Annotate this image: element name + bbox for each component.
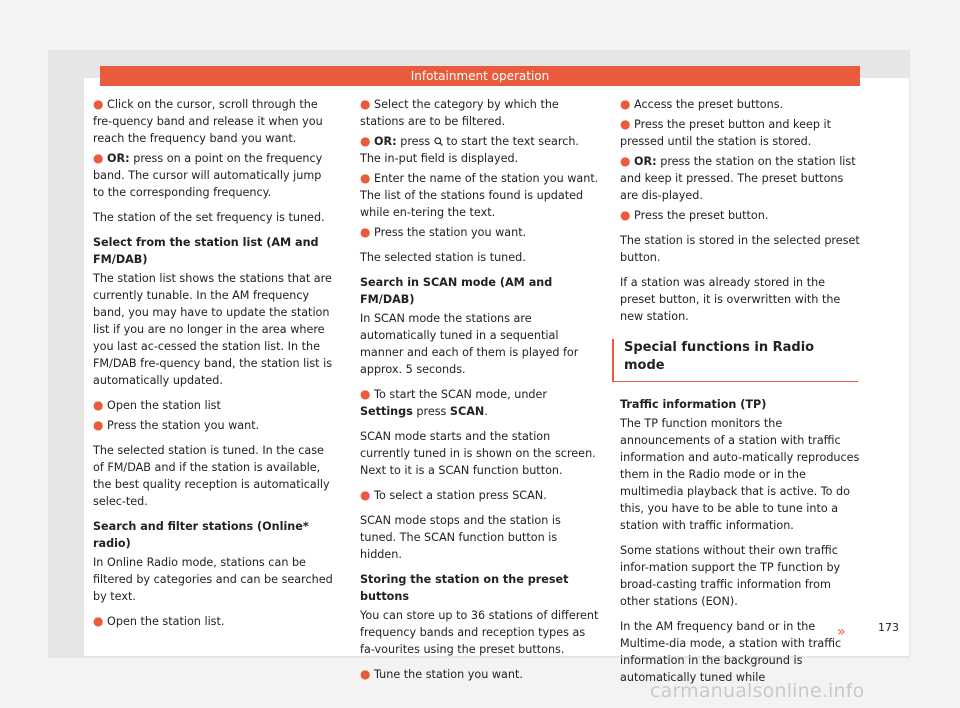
bullet-icon: ● bbox=[360, 387, 371, 401]
list-item-text: Enter the name of the station you want. The list of the stations found is updated while en-tering the text. bbox=[360, 172, 599, 219]
list-item-text: press bbox=[396, 135, 434, 148]
list-item-text: . bbox=[484, 405, 488, 418]
bullet-icon: ● bbox=[620, 117, 631, 131]
scan-label: SCAN bbox=[449, 405, 485, 418]
list-item-text: Select the category by which the stations are to be filtered. bbox=[360, 98, 559, 128]
list-item-text: to start the text search. The in-put field is displayed. bbox=[360, 135, 579, 165]
list-item bbox=[360, 96, 600, 130]
bullet-icon: ● bbox=[93, 151, 104, 165]
list-item-text: Press the preset button and keep it pressed until the station is stored. bbox=[620, 118, 832, 148]
paragraph: The selected station is tuned. In the case of FM/DAB and if the station is available, the best quality reception is automatically selec-ted. bbox=[93, 444, 330, 508]
settings-label: Settings bbox=[360, 405, 413, 418]
paragraph: SCAN mode starts and the station currently tuned in is shown on the screen. Next to it is a SCAN function button. bbox=[360, 430, 596, 477]
bullet-icon: ● bbox=[93, 398, 104, 412]
paragraph: Some stations without their own traffic infor-mation support the TP function by broad-casting traffic information from other stations (EON). bbox=[620, 544, 841, 608]
subheading: Select from the station list (AM and FM/DAB) bbox=[93, 236, 319, 266]
subheading: Search in SCAN mode (AM and FM/DAB) bbox=[360, 276, 553, 306]
bullet-icon: ● bbox=[360, 667, 371, 681]
list-item-text: Press the station you want. bbox=[374, 226, 527, 239]
bullet-icon: ● bbox=[620, 208, 631, 222]
bullet-icon: ● bbox=[620, 154, 631, 168]
list-item bbox=[620, 153, 860, 204]
paragraph: If a station was already stored in the preset button, it is overwritten with the new station. bbox=[620, 276, 841, 323]
column-2 bbox=[360, 96, 600, 691]
paragraph: The station is stored in the selected preset button. bbox=[620, 234, 860, 264]
list-item bbox=[620, 96, 860, 113]
list-item bbox=[360, 666, 600, 683]
column-3 bbox=[620, 96, 860, 694]
list-item-text: Tune the station you want. bbox=[374, 668, 523, 681]
subheading: Storing the station on the preset buttons bbox=[360, 573, 569, 603]
list-item bbox=[360, 386, 600, 420]
bullet-icon: ● bbox=[620, 97, 631, 111]
or-label: OR: bbox=[107, 152, 130, 165]
list-item-text: To select a station press SCAN. bbox=[374, 489, 547, 502]
list-item-text: Access the preset buttons. bbox=[634, 98, 784, 111]
search-icon bbox=[434, 137, 443, 146]
continue-arrow-icon: » bbox=[837, 624, 846, 640]
bullet-icon: ● bbox=[360, 134, 371, 148]
paragraph: You can store up to 36 stations of different frequency bands and reception types as fa-vourites using the preset buttons. bbox=[360, 609, 599, 656]
list-item-text: press the station on the station list and keep it pressed. The preset buttons are dis-played. bbox=[620, 155, 856, 202]
list-item-text: Press the preset button. bbox=[634, 209, 769, 222]
list-item-text: Click on the cursor, scroll through the fre-quency band and release it when you reach the frequency band you want. bbox=[93, 98, 323, 145]
list-item bbox=[93, 96, 333, 147]
paragraph: The selected station is tuned. bbox=[360, 251, 526, 264]
column-1 bbox=[93, 96, 333, 638]
bullet-icon: ● bbox=[360, 225, 371, 239]
paragraph: The TP function monitors the announcements of a station with traffic information and auto-matically reproduces them in the Radio mode or in the multimedia playback that is active. To do this, you have to be able to tune into a station with traffic information. bbox=[620, 417, 860, 532]
bullet-icon: ● bbox=[360, 97, 371, 111]
bullet-icon: ● bbox=[93, 614, 104, 628]
paragraph: In Online Radio mode, stations can be filtered by categories and can be searched by text. bbox=[93, 556, 333, 603]
or-label: OR: bbox=[374, 135, 397, 148]
list-item bbox=[360, 224, 600, 241]
bullet-icon: ● bbox=[360, 171, 371, 185]
bullet-icon: ● bbox=[93, 418, 104, 432]
list-item bbox=[93, 417, 333, 434]
list-item bbox=[360, 170, 600, 221]
paragraph: SCAN mode stops and the station is tuned. The SCAN function button is hidden. bbox=[360, 514, 561, 561]
list-item-text: Open the station list bbox=[107, 399, 221, 412]
paragraph: In SCAN mode the stations are automatically tuned in a sequential manner and each of them is played for approx. 5 seconds. bbox=[360, 312, 579, 376]
paragraph: The station of the set frequency is tuned. bbox=[93, 211, 325, 224]
watermark: carmanualsonline.info bbox=[650, 680, 865, 702]
list-item bbox=[360, 487, 600, 504]
or-label: OR: bbox=[634, 155, 657, 168]
list-item-text: Press the station you want. bbox=[107, 419, 260, 432]
subheading: Traffic information (TP) bbox=[620, 398, 767, 411]
paragraph: In the AM frequency band or in the Multime-dia mode, a station with traffic information in the background is automatically tuned while bbox=[620, 620, 842, 684]
list-item-text: press on a point on the frequency band. The cursor will automatically jump to the corresponding frequency. bbox=[93, 152, 323, 199]
list-item-text: To start the SCAN mode, under bbox=[374, 388, 548, 401]
header-title: Infotainment operation bbox=[410, 69, 550, 83]
list-item bbox=[93, 613, 333, 630]
section-heading: Special functions in Radio mode bbox=[612, 339, 858, 382]
list-item-text: press bbox=[412, 405, 450, 418]
list-item bbox=[620, 207, 860, 224]
subheading: Search and filter stations (Online* radio) bbox=[93, 520, 309, 550]
list-item bbox=[93, 397, 333, 414]
page-header bbox=[100, 66, 860, 86]
list-item bbox=[93, 150, 333, 201]
paragraph: The station list shows the stations that are currently tunable. In the AM frequency band, you may have to update the station list if you are no longer in the area where you last ac-cessed the station list. In the FM/DAB fre-quency band, the station list is automatically updated. bbox=[93, 272, 333, 387]
bullet-icon: ● bbox=[360, 488, 371, 502]
list-item bbox=[620, 116, 860, 150]
page-number: 173 bbox=[878, 621, 899, 634]
bullet-icon: ● bbox=[93, 97, 104, 111]
list-item bbox=[360, 133, 600, 167]
list-item-text: Open the station list. bbox=[107, 615, 225, 628]
